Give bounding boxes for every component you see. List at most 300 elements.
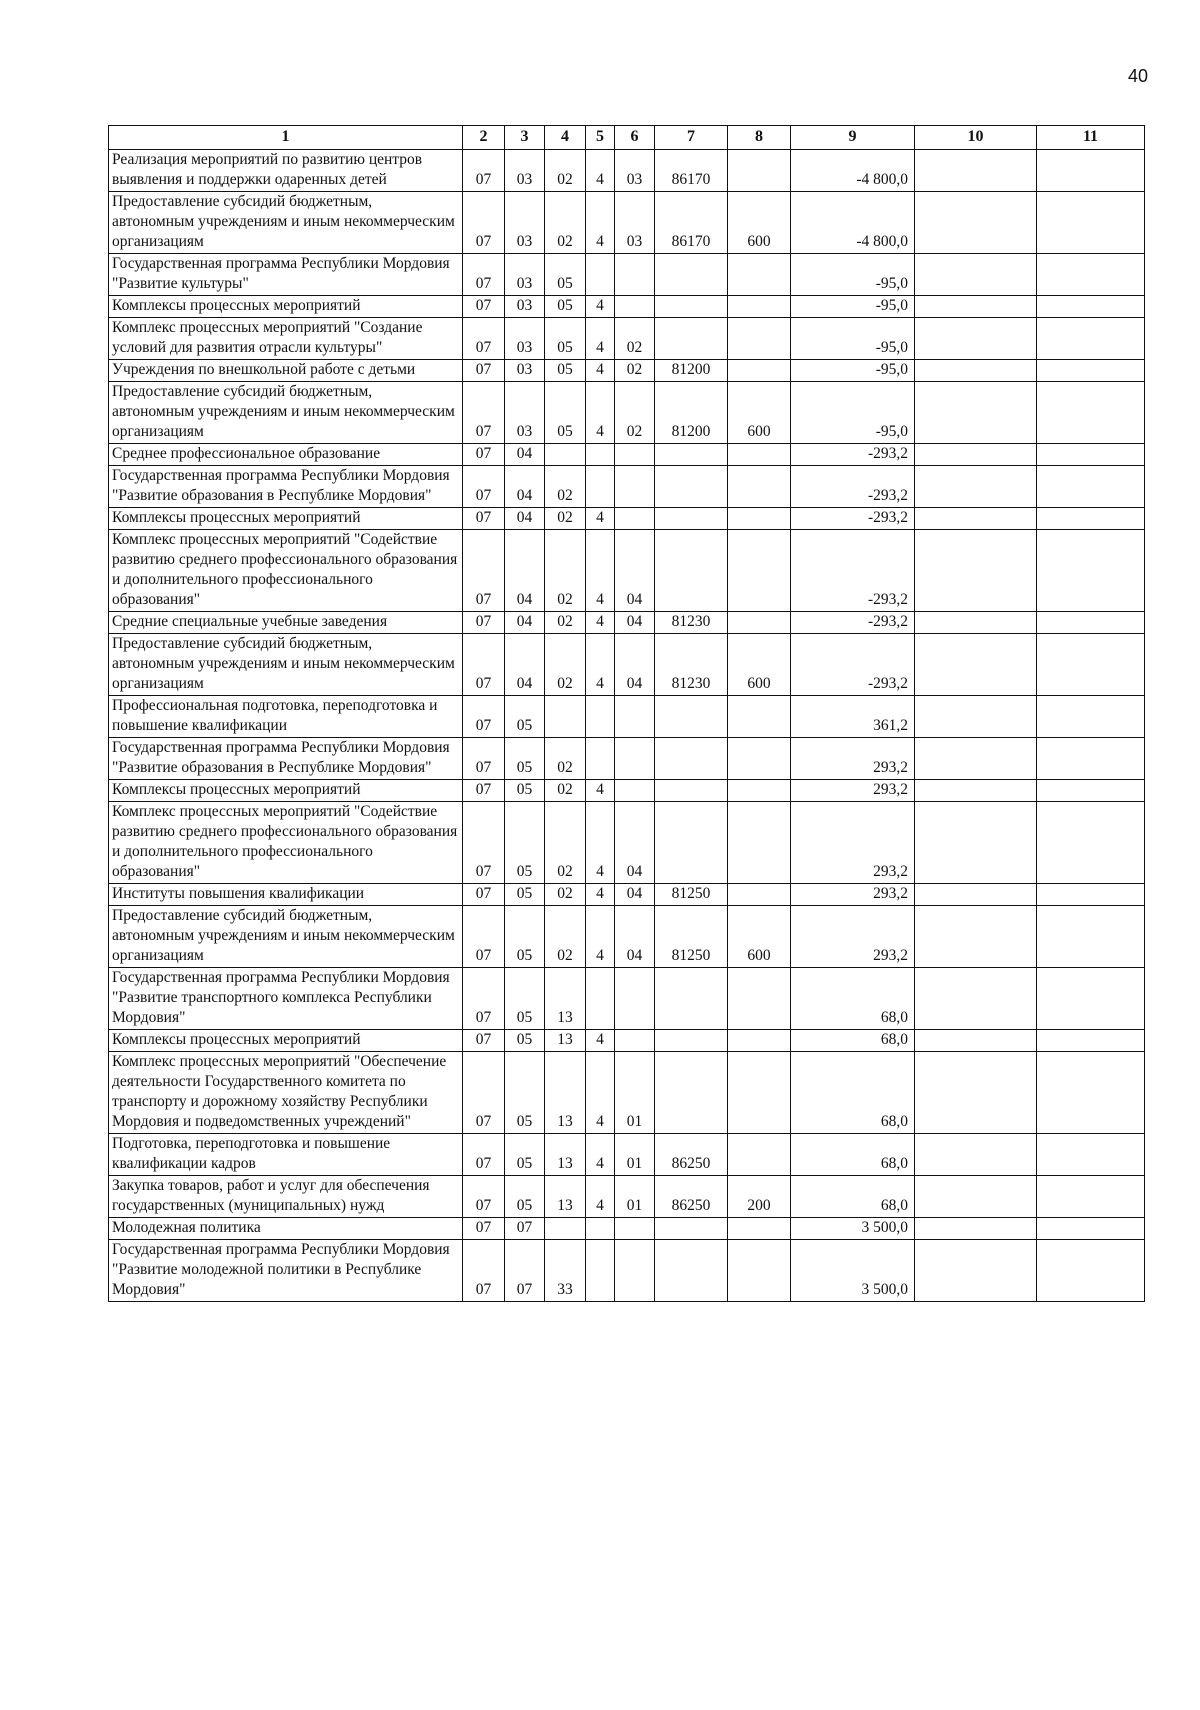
section-code-cell: 07 xyxy=(463,884,505,906)
row-name-cell: Государственная программа Республики Мордовия "Развитие образования в Республике Мордовия" xyxy=(109,466,463,508)
expense-type-cell xyxy=(728,1030,791,1052)
column-10-cell xyxy=(915,254,1037,296)
column-10-cell xyxy=(915,968,1037,1030)
row-name-cell: Комплексы процессных мероприятий xyxy=(109,1030,463,1052)
expense-type-cell xyxy=(728,1134,791,1176)
amount-cell: 68,0 xyxy=(791,1176,915,1218)
program-code-cell xyxy=(545,1218,586,1240)
amount-cell: -293,2 xyxy=(791,612,915,634)
amount-cell: -4 800,0 xyxy=(791,192,915,254)
subprogram-code-cell xyxy=(586,738,615,780)
column-header: 5 xyxy=(586,126,615,150)
table-row xyxy=(109,1240,1145,1302)
complex-code-cell xyxy=(615,696,655,738)
program-code-cell xyxy=(545,696,586,738)
subprogram-code-cell: 4 xyxy=(586,382,615,444)
direction-code-cell: 86250 xyxy=(655,1134,728,1176)
subprogram-code-cell: 4 xyxy=(586,318,615,360)
subsection-code-cell: 05 xyxy=(505,802,545,884)
column-10-cell xyxy=(915,1240,1037,1302)
direction-code-cell xyxy=(655,1052,728,1134)
amount-cell: -95,0 xyxy=(791,296,915,318)
table-row xyxy=(109,1134,1145,1176)
program-code-cell: 02 xyxy=(545,466,586,508)
complex-code-cell: 02 xyxy=(615,318,655,360)
row-name-cell: Средние специальные учебные заведения xyxy=(109,612,463,634)
budget-table xyxy=(108,125,1145,1302)
direction-code-cell xyxy=(655,1030,728,1052)
amount-cell: 3 500,0 xyxy=(791,1218,915,1240)
direction-code-cell xyxy=(655,696,728,738)
column-11-cell xyxy=(1037,738,1145,780)
subsection-code-cell: 05 xyxy=(505,1134,545,1176)
subprogram-code-cell: 4 xyxy=(586,360,615,382)
complex-code-cell: 04 xyxy=(615,530,655,612)
expense-type-cell xyxy=(728,802,791,884)
program-code-cell: 02 xyxy=(545,508,586,530)
subprogram-code-cell: 4 xyxy=(586,192,615,254)
column-11-cell xyxy=(1037,1030,1145,1052)
section-code-cell: 07 xyxy=(463,906,505,968)
section-code-cell: 07 xyxy=(463,466,505,508)
subsection-code-cell: 04 xyxy=(505,530,545,612)
subsection-code-cell: 03 xyxy=(505,318,545,360)
program-code-cell: 02 xyxy=(545,192,586,254)
subsection-code-cell: 05 xyxy=(505,1030,545,1052)
expense-type-cell xyxy=(728,444,791,466)
row-name-cell: Комплексы процессных мероприятий xyxy=(109,508,463,530)
section-code-cell: 07 xyxy=(463,1176,505,1218)
program-code-cell: 02 xyxy=(545,906,586,968)
table-row xyxy=(109,150,1145,192)
amount-cell: -293,2 xyxy=(791,508,915,530)
table-row xyxy=(109,906,1145,968)
program-code-cell: 02 xyxy=(545,634,586,696)
section-code-cell: 07 xyxy=(463,802,505,884)
complex-code-cell xyxy=(615,444,655,466)
amount-cell: -293,2 xyxy=(791,466,915,508)
expense-type-cell: 200 xyxy=(728,1176,791,1218)
program-code-cell: 13 xyxy=(545,968,586,1030)
complex-code-cell xyxy=(615,1030,655,1052)
expense-type-cell xyxy=(728,466,791,508)
complex-code-cell xyxy=(615,296,655,318)
subsection-code-cell: 05 xyxy=(505,738,545,780)
table-row xyxy=(109,192,1145,254)
direction-code-cell: 81250 xyxy=(655,884,728,906)
table-row xyxy=(109,254,1145,296)
subprogram-code-cell: 4 xyxy=(586,634,615,696)
column-10-cell xyxy=(915,696,1037,738)
row-name-cell: Государственная программа Республики Мордовия "Развитие культуры" xyxy=(109,254,463,296)
column-10-cell xyxy=(915,508,1037,530)
page-number: 40 xyxy=(1128,66,1149,86)
section-code-cell: 07 xyxy=(463,1134,505,1176)
column-11-cell xyxy=(1037,508,1145,530)
table-row xyxy=(109,780,1145,802)
subsection-code-cell: 07 xyxy=(505,1240,545,1302)
subprogram-code-cell xyxy=(586,696,615,738)
program-code-cell: 13 xyxy=(545,1052,586,1134)
expense-type-cell: 600 xyxy=(728,382,791,444)
column-11-cell xyxy=(1037,530,1145,612)
subprogram-code-cell: 4 xyxy=(586,1176,615,1218)
row-name-cell: Среднее профессиональное образование xyxy=(109,444,463,466)
table-row xyxy=(109,530,1145,612)
expense-type-cell xyxy=(728,530,791,612)
row-name-cell: Институты повышения квалификации xyxy=(109,884,463,906)
amount-cell: 68,0 xyxy=(791,1030,915,1052)
expense-type-cell xyxy=(728,296,791,318)
column-10-cell xyxy=(915,318,1037,360)
amount-cell: 293,2 xyxy=(791,802,915,884)
direction-code-cell: 86170 xyxy=(655,192,728,254)
complex-code-cell xyxy=(615,466,655,508)
row-name-cell: Молодежная политика xyxy=(109,1218,463,1240)
table-row xyxy=(109,1176,1145,1218)
subsection-code-cell: 05 xyxy=(505,884,545,906)
column-header: 8 xyxy=(728,126,791,150)
program-code-cell: 02 xyxy=(545,738,586,780)
subprogram-code-cell: 4 xyxy=(586,1052,615,1134)
section-code-cell: 07 xyxy=(463,254,505,296)
expense-type-cell: 600 xyxy=(728,906,791,968)
section-code-cell: 07 xyxy=(463,738,505,780)
expense-type-cell xyxy=(728,150,791,192)
amount-cell: 68,0 xyxy=(791,968,915,1030)
column-11-cell xyxy=(1037,802,1145,884)
complex-code-cell xyxy=(615,508,655,530)
subprogram-code-cell xyxy=(586,254,615,296)
amount-cell: 68,0 xyxy=(791,1134,915,1176)
subsection-code-cell: 05 xyxy=(505,1176,545,1218)
complex-code-cell: 02 xyxy=(615,360,655,382)
column-10-cell xyxy=(915,634,1037,696)
column-10-cell xyxy=(915,296,1037,318)
row-name-cell: Подготовка, переподготовка и повышение квалификации кадров xyxy=(109,1134,463,1176)
expense-type-cell xyxy=(728,508,791,530)
amount-cell: 293,2 xyxy=(791,780,915,802)
complex-code-cell xyxy=(615,1218,655,1240)
column-11-cell xyxy=(1037,1240,1145,1302)
subsection-code-cell: 05 xyxy=(505,906,545,968)
table-row xyxy=(109,696,1145,738)
program-code-cell: 02 xyxy=(545,802,586,884)
column-header: 10 xyxy=(915,126,1037,150)
section-code-cell: 07 xyxy=(463,150,505,192)
direction-code-cell xyxy=(655,444,728,466)
column-10-cell xyxy=(915,906,1037,968)
subprogram-code-cell: 4 xyxy=(586,296,615,318)
section-code-cell: 07 xyxy=(463,360,505,382)
subsection-code-cell: 03 xyxy=(505,150,545,192)
row-name-cell: Комплекс процессных мероприятий "Содействие развитию среднего профессионального образования и дополнительного профессионального образования" xyxy=(109,802,463,884)
program-code-cell: 05 xyxy=(545,318,586,360)
subsection-code-cell: 07 xyxy=(505,1218,545,1240)
subprogram-code-cell xyxy=(586,968,615,1030)
row-name-cell: Профессиональная подготовка, переподготовка и повышение квалификации xyxy=(109,696,463,738)
subprogram-code-cell: 4 xyxy=(586,884,615,906)
column-header: 4 xyxy=(545,126,586,150)
table-row xyxy=(109,296,1145,318)
subprogram-code-cell: 4 xyxy=(586,612,615,634)
program-code-cell: 05 xyxy=(545,254,586,296)
column-header: 3 xyxy=(505,126,545,150)
row-name-cell: Государственная программа Республики Мордовия "Развитие молодежной политики в Республике Мордовия" xyxy=(109,1240,463,1302)
subsection-code-cell: 05 xyxy=(505,968,545,1030)
complex-code-cell xyxy=(615,254,655,296)
complex-code-cell xyxy=(615,968,655,1030)
column-10-cell xyxy=(915,1052,1037,1134)
expense-type-cell xyxy=(728,318,791,360)
table-row xyxy=(109,466,1145,508)
expense-type-cell xyxy=(728,1240,791,1302)
complex-code-cell: 04 xyxy=(615,906,655,968)
section-code-cell: 07 xyxy=(463,1218,505,1240)
section-code-cell: 07 xyxy=(463,1052,505,1134)
row-name-cell: Комплексы процессных мероприятий xyxy=(109,296,463,318)
program-code-cell: 13 xyxy=(545,1030,586,1052)
complex-code-cell: 04 xyxy=(615,802,655,884)
complex-code-cell xyxy=(615,738,655,780)
program-code-cell: 05 xyxy=(545,296,586,318)
table-row xyxy=(109,318,1145,360)
table-row xyxy=(109,360,1145,382)
column-11-cell xyxy=(1037,1052,1145,1134)
table-row xyxy=(109,884,1145,906)
column-11-cell xyxy=(1037,634,1145,696)
column-11-cell xyxy=(1037,612,1145,634)
subprogram-code-cell xyxy=(586,1240,615,1302)
expense-type-cell xyxy=(728,884,791,906)
expense-type-cell xyxy=(728,780,791,802)
direction-code-cell: 81200 xyxy=(655,360,728,382)
program-code-cell: 02 xyxy=(545,530,586,612)
expense-type-cell xyxy=(728,254,791,296)
amount-cell: -293,2 xyxy=(791,530,915,612)
amount-cell: -95,0 xyxy=(791,318,915,360)
column-11-cell xyxy=(1037,696,1145,738)
section-code-cell: 07 xyxy=(463,530,505,612)
subprogram-code-cell: 4 xyxy=(586,508,615,530)
column-header: 6 xyxy=(615,126,655,150)
column-header: 1 xyxy=(109,126,463,150)
expense-type-cell xyxy=(728,360,791,382)
expense-type-cell xyxy=(728,968,791,1030)
table-row xyxy=(109,1052,1145,1134)
program-code-cell: 33 xyxy=(545,1240,586,1302)
section-code-cell: 07 xyxy=(463,192,505,254)
direction-code-cell xyxy=(655,968,728,1030)
program-code-cell: 05 xyxy=(545,360,586,382)
column-11-cell xyxy=(1037,444,1145,466)
section-code-cell: 07 xyxy=(463,780,505,802)
column-11-cell xyxy=(1037,466,1145,508)
expense-type-cell: 600 xyxy=(728,192,791,254)
complex-code-cell: 01 xyxy=(615,1176,655,1218)
row-name-cell: Комплекс процессных мероприятий "Создание условий для развития отрасли культуры" xyxy=(109,318,463,360)
row-name-cell: Закупка товаров, работ и услуг для обеспечения государственных (муниципальных) нужд xyxy=(109,1176,463,1218)
expense-type-cell xyxy=(728,612,791,634)
subprogram-code-cell: 4 xyxy=(586,906,615,968)
column-11-cell xyxy=(1037,382,1145,444)
column-11-cell xyxy=(1037,968,1145,1030)
amount-cell: -4 800,0 xyxy=(791,150,915,192)
table-row xyxy=(109,634,1145,696)
complex-code-cell: 03 xyxy=(615,192,655,254)
subprogram-code-cell: 4 xyxy=(586,780,615,802)
amount-cell: 361,2 xyxy=(791,696,915,738)
direction-code-cell xyxy=(655,1240,728,1302)
column-10-cell xyxy=(915,1176,1037,1218)
column-header: 11 xyxy=(1037,126,1145,150)
row-name-cell: Комплекс процессных мероприятий "Обеспечение деятельности Государственного комитета по транспорту и дорожному хозяйству Республики Мордовия и подведомственных учреждений" xyxy=(109,1052,463,1134)
complex-code-cell: 04 xyxy=(615,634,655,696)
program-code-cell: 02 xyxy=(545,884,586,906)
column-10-cell xyxy=(915,466,1037,508)
subprogram-code-cell: 4 xyxy=(586,1030,615,1052)
direction-code-cell xyxy=(655,296,728,318)
column-header: 7 xyxy=(655,126,728,150)
subprogram-code-cell: 4 xyxy=(586,1134,615,1176)
row-name-cell: Государственная программа Республики Мордовия "Развитие транспортного комплекса Республики Мордовия" xyxy=(109,968,463,1030)
subsection-code-cell: 04 xyxy=(505,634,545,696)
program-code-cell: 05 xyxy=(545,382,586,444)
direction-code-cell xyxy=(655,508,728,530)
column-10-cell xyxy=(915,802,1037,884)
subprogram-code-cell xyxy=(586,466,615,508)
column-11-cell xyxy=(1037,1134,1145,1176)
column-10-cell xyxy=(915,884,1037,906)
column-11-cell xyxy=(1037,254,1145,296)
column-11-cell xyxy=(1037,884,1145,906)
table-row xyxy=(109,1030,1145,1052)
section-code-cell: 07 xyxy=(463,634,505,696)
section-code-cell: 07 xyxy=(463,612,505,634)
program-code-cell xyxy=(545,444,586,466)
table-row xyxy=(109,382,1145,444)
section-code-cell: 07 xyxy=(463,1240,505,1302)
complex-code-cell: 04 xyxy=(615,612,655,634)
column-10-cell xyxy=(915,1134,1037,1176)
amount-cell: -293,2 xyxy=(791,444,915,466)
complex-code-cell xyxy=(615,780,655,802)
program-code-cell: 02 xyxy=(545,780,586,802)
direction-code-cell xyxy=(655,780,728,802)
row-name-cell: Предоставление субсидий бюджетным, автономным учреждениям и иным некоммерческим организациям xyxy=(109,906,463,968)
amount-cell: 293,2 xyxy=(791,884,915,906)
subsection-code-cell: 04 xyxy=(505,444,545,466)
subsection-code-cell: 05 xyxy=(505,1052,545,1134)
column-11-cell xyxy=(1037,360,1145,382)
column-10-cell xyxy=(915,780,1037,802)
direction-code-cell xyxy=(655,254,728,296)
direction-code-cell: 81200 xyxy=(655,382,728,444)
section-code-cell: 07 xyxy=(463,444,505,466)
expense-type-cell xyxy=(728,696,791,738)
column-10-cell xyxy=(915,360,1037,382)
expense-type-cell xyxy=(728,738,791,780)
complex-code-cell: 04 xyxy=(615,884,655,906)
row-name-cell: Реализация мероприятий по развитию центров выявления и поддержки одаренных детей xyxy=(109,150,463,192)
complex-code-cell: 01 xyxy=(615,1134,655,1176)
column-header: 2 xyxy=(463,126,505,150)
subsection-code-cell: 04 xyxy=(505,612,545,634)
column-11-cell xyxy=(1037,296,1145,318)
row-name-cell: Комплексы процессных мероприятий xyxy=(109,780,463,802)
direction-code-cell: 81230 xyxy=(655,634,728,696)
column-10-cell xyxy=(915,612,1037,634)
column-11-cell xyxy=(1037,1176,1145,1218)
subsection-code-cell: 03 xyxy=(505,254,545,296)
program-code-cell: 02 xyxy=(545,150,586,192)
subsection-code-cell: 04 xyxy=(505,466,545,508)
direction-code-cell xyxy=(655,738,728,780)
section-code-cell: 07 xyxy=(463,382,505,444)
row-name-cell: Государственная программа Республики Мордовия "Развитие образования в Республике Мордовия" xyxy=(109,738,463,780)
program-code-cell: 13 xyxy=(545,1134,586,1176)
expense-type-cell xyxy=(728,1218,791,1240)
direction-code-cell xyxy=(655,802,728,884)
section-code-cell: 07 xyxy=(463,968,505,1030)
direction-code-cell xyxy=(655,530,728,612)
amount-cell: 68,0 xyxy=(791,1052,915,1134)
subsection-code-cell: 05 xyxy=(505,696,545,738)
complex-code-cell: 01 xyxy=(615,1052,655,1134)
direction-code-cell: 81250 xyxy=(655,906,728,968)
row-name-cell: Предоставление субсидий бюджетным, автономным учреждениям и иным некоммерческим организациям xyxy=(109,192,463,254)
table-row xyxy=(109,444,1145,466)
row-name-cell: Предоставление субсидий бюджетным, автономным учреждениям и иным некоммерческим организациям xyxy=(109,634,463,696)
header-row xyxy=(109,126,1145,150)
column-header: 9 xyxy=(791,126,915,150)
subsection-code-cell: 03 xyxy=(505,296,545,318)
subprogram-code-cell xyxy=(586,1218,615,1240)
amount-cell: 293,2 xyxy=(791,906,915,968)
column-11-cell xyxy=(1037,192,1145,254)
complex-code-cell: 03 xyxy=(615,150,655,192)
subsection-code-cell: 03 xyxy=(505,382,545,444)
amount-cell: -95,0 xyxy=(791,254,915,296)
complex-code-cell: 02 xyxy=(615,382,655,444)
amount-cell: -95,0 xyxy=(791,360,915,382)
subprogram-code-cell: 4 xyxy=(586,802,615,884)
row-name-cell: Комплекс процессных мероприятий "Содействие развитию среднего профессионального образования и дополнительного профессионального образования" xyxy=(109,530,463,612)
column-11-cell xyxy=(1037,150,1145,192)
column-11-cell xyxy=(1037,906,1145,968)
row-name-cell: Учреждения по внешкольной работе с детьми xyxy=(109,360,463,382)
program-code-cell: 13 xyxy=(545,1176,586,1218)
direction-code-cell: 86170 xyxy=(655,150,728,192)
complex-code-cell xyxy=(615,1240,655,1302)
section-code-cell: 07 xyxy=(463,1030,505,1052)
column-10-cell xyxy=(915,382,1037,444)
section-code-cell: 07 xyxy=(463,318,505,360)
direction-code-cell xyxy=(655,318,728,360)
section-code-cell: 07 xyxy=(463,296,505,318)
amount-cell: 3 500,0 xyxy=(791,1240,915,1302)
subsection-code-cell: 05 xyxy=(505,780,545,802)
column-10-cell xyxy=(915,444,1037,466)
table-row xyxy=(109,1218,1145,1240)
table-row xyxy=(109,612,1145,634)
direction-code-cell xyxy=(655,1218,728,1240)
subsection-code-cell: 03 xyxy=(505,360,545,382)
direction-code-cell: 81230 xyxy=(655,612,728,634)
amount-cell: -293,2 xyxy=(791,634,915,696)
subsection-code-cell: 04 xyxy=(505,508,545,530)
table-row xyxy=(109,508,1145,530)
